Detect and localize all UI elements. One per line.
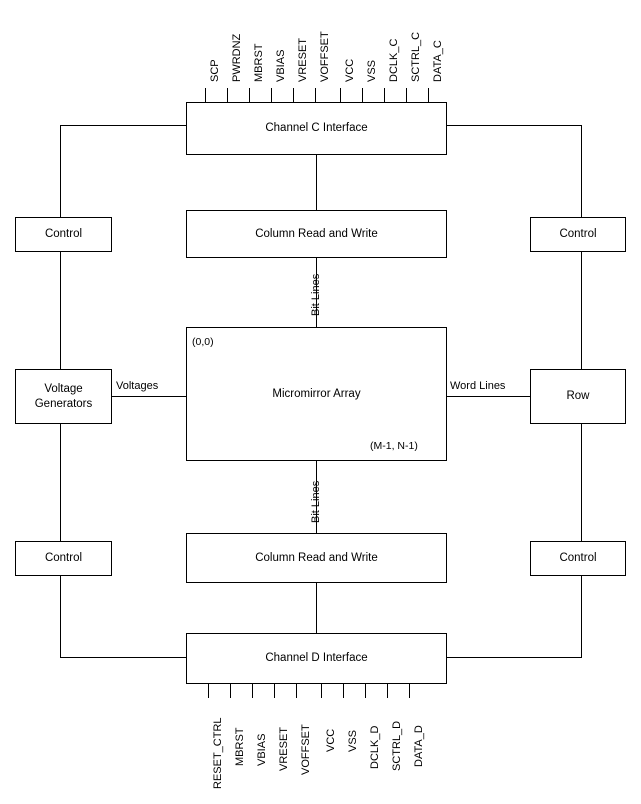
top-pin-label-mbrst: MBRST xyxy=(253,43,265,82)
pin-stub-top xyxy=(384,88,385,102)
right-bus-to-channel-d xyxy=(447,657,582,658)
pin-stub-bottom xyxy=(409,684,410,698)
bottom-pin-label-vreset: VRESET xyxy=(278,726,290,771)
bottom-pin-label-dclk-d: DCLK_D xyxy=(369,725,381,769)
bottom-pin-label-voffset: VOFFSET xyxy=(300,724,312,775)
block-control-top-right[interactable] xyxy=(530,217,626,252)
pin-stub-top xyxy=(293,88,294,102)
block-control-bottom-right-label: Control xyxy=(559,552,597,565)
pin-stub-top xyxy=(205,88,206,102)
top-pin-label-vbias: VBIAS xyxy=(275,49,287,82)
block-control-bottom-left-label: Control xyxy=(44,552,83,565)
bottom-pin-label-data-d: DATA_D xyxy=(413,725,425,767)
column-bottom-to-channel-d xyxy=(316,583,317,633)
block-control-bottom-left[interactable] xyxy=(15,541,112,576)
pin-stub-top xyxy=(315,88,316,102)
block-channel-c-interface-label: Channel C Interface xyxy=(265,122,368,135)
block-control-top-left[interactable] xyxy=(15,217,112,252)
block-voltage-generators[interactable] xyxy=(15,369,112,424)
pin-stub-bottom xyxy=(296,684,297,698)
top-pin-label-voffset: VOFFSET xyxy=(319,31,331,82)
block-voltage-generators-label-line1: Voltage xyxy=(44,383,83,396)
bottom-pin-label-sctrl-d: SCTRL_D xyxy=(391,720,403,771)
array-extent-coordinate: (M-1, N-1) xyxy=(370,440,418,452)
pin-stub-top xyxy=(362,88,363,102)
bottom-pin-label-vbias: VBIAS xyxy=(256,733,268,766)
pin-stub-top xyxy=(227,88,228,102)
pin-stub-top xyxy=(340,88,341,102)
top-pin-label-data-c: DATA_C xyxy=(432,40,444,82)
block-channel-d-interface-label: Channel D Interface xyxy=(265,652,368,665)
left-bus-to-channel-d xyxy=(60,657,186,658)
pin-stub-bottom xyxy=(365,684,366,698)
block-channel-d-interface[interactable] xyxy=(186,633,447,684)
top-pin-label-dclk-c: DCLK_C xyxy=(388,38,400,82)
array-to-row xyxy=(447,396,530,397)
block-column-read-write-top[interactable] xyxy=(186,210,447,258)
pin-stub-bottom xyxy=(387,684,388,698)
block-column-read-write-top-label: Column Read and Write xyxy=(255,227,378,240)
pin-stub-top xyxy=(406,88,407,102)
top-pin-label-vreset: VRESET xyxy=(297,37,309,82)
block-voltage-generators-label-line2: Generators xyxy=(34,397,93,410)
block-micromirror-array-label: Micromirror Array xyxy=(272,387,361,400)
pin-stub-bottom xyxy=(343,684,344,698)
block-control-bottom-right[interactable] xyxy=(530,541,626,576)
connection-label-word-lines: Word Lines xyxy=(450,380,506,392)
pin-stub-bottom xyxy=(321,684,322,698)
pin-stub-bottom xyxy=(252,684,253,698)
pin-stub-bottom xyxy=(208,684,209,698)
connection-label-bit-lines-top: Bit Lines xyxy=(310,273,322,316)
left-bus-to-channel-c xyxy=(60,125,186,126)
bottom-pin-label-vss: VSS xyxy=(347,729,359,752)
pin-stub-top xyxy=(428,88,429,102)
pin-stub-top xyxy=(271,88,272,102)
pin-stub-top xyxy=(249,88,250,102)
array-origin-coordinate: (0,0) xyxy=(192,336,214,348)
pin-stub-bottom xyxy=(230,684,231,698)
top-pin-label-vcc: VCC xyxy=(344,58,356,82)
top-pin-label-pwrdnz: PWRDNZ xyxy=(231,33,243,82)
block-control-top-right-label: Control xyxy=(559,228,597,241)
bottom-pin-label-mbrst: MBRST xyxy=(234,727,246,766)
block-column-read-write-bottom[interactable] xyxy=(186,533,447,583)
block-row-label: Row xyxy=(566,390,590,403)
channel-c-to-column-top xyxy=(316,155,317,210)
block-control-top-left-label: Control xyxy=(44,228,83,241)
bottom-pin-label-vcc: VCC xyxy=(325,728,337,752)
right-bus-to-channel-c xyxy=(447,125,582,126)
connection-label-voltages: Voltages xyxy=(116,380,159,392)
connection-label-bit-lines-bottom: Bit Lines xyxy=(310,480,322,523)
block-column-read-write-bottom-label: Column Read and Write xyxy=(255,551,378,564)
pin-stub-bottom xyxy=(274,684,275,698)
voltage-generators-to-array xyxy=(112,396,187,397)
block-row[interactable] xyxy=(530,369,626,424)
top-pin-label-sctrl-c: SCTRL_C xyxy=(410,31,422,82)
top-pin-label-vss: VSS xyxy=(366,59,378,82)
block-channel-c-interface[interactable] xyxy=(186,102,447,155)
top-pin-label-scp: SCP xyxy=(209,59,221,82)
bottom-pin-label-reset-ctrl: RESET_CTRL xyxy=(212,717,224,789)
